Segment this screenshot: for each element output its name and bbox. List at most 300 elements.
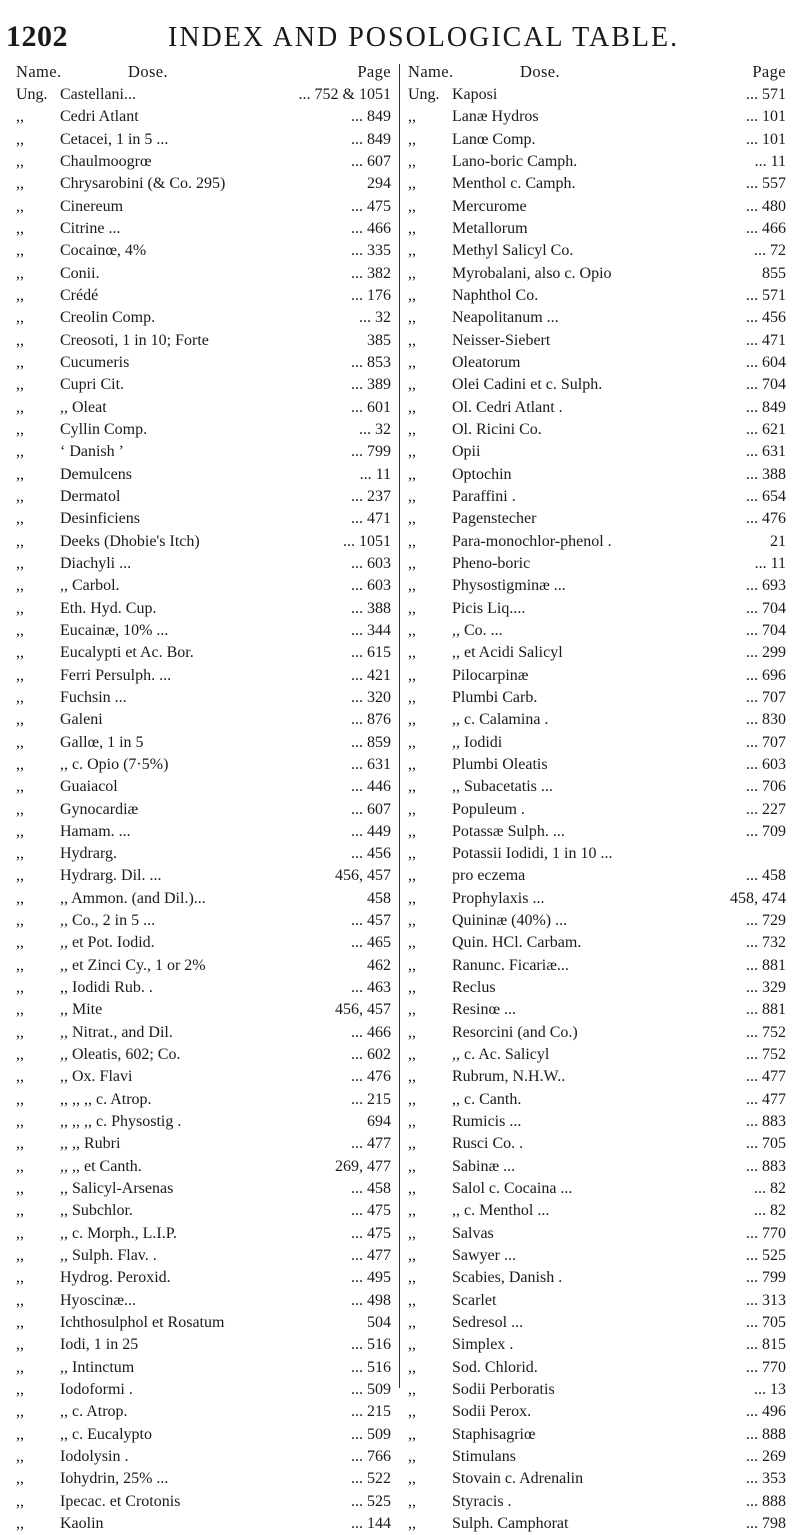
entry-prefix: ,,	[408, 934, 416, 952]
entry-prefix: ,,	[16, 376, 24, 394]
index-entry	[408, 464, 786, 486]
entry-prefix: ,,	[16, 666, 24, 684]
index-entry	[16, 397, 391, 419]
entry-page: ... 732	[746, 934, 786, 952]
entry-prefix: ,,	[408, 666, 416, 684]
index-entry	[16, 776, 391, 798]
entry-name: Quin. HCl. Carbam.	[452, 934, 582, 952]
entry-name: pro eczema	[452, 867, 526, 885]
entry-name: Iodi, 1 in 25	[60, 1336, 139, 1354]
entry-name: Eucainæ, 10% ...	[60, 621, 169, 639]
entry-page: ... 859	[351, 733, 391, 751]
entry-page: ... 631	[351, 755, 391, 773]
index-entry	[16, 1290, 391, 1312]
entry-page: ... 704	[746, 621, 786, 639]
index-entry	[16, 1156, 391, 1178]
entry-name: Lanæ Hydros	[452, 108, 539, 126]
entry-name: ,, Nitrat., and Dil.	[60, 1023, 173, 1041]
entry-prefix: ,,	[408, 487, 416, 505]
entry-page: ... 876	[351, 711, 391, 729]
entry-page: ... 329	[746, 979, 786, 997]
entry-page: ... 477	[351, 1247, 391, 1265]
entry-page: ... 299	[746, 644, 786, 662]
entry-name: Chaulmoogrœ	[60, 152, 152, 170]
entry-prefix: ,,	[16, 1090, 24, 1108]
entry-page: 21	[770, 532, 786, 550]
entry-prefix: ,,	[16, 443, 24, 461]
entry-page: ... 752 & 1051	[298, 86, 391, 103]
entry-prefix: ,,	[408, 1224, 416, 1242]
entry-prefix: ,,	[16, 800, 24, 818]
entry-name: Hamam. ...	[60, 822, 131, 840]
index-entry	[408, 1133, 786, 1155]
entry-name: Oleatorum	[452, 353, 521, 371]
entry-prefix: ,,	[408, 778, 416, 796]
entry-prefix: ,,	[16, 130, 24, 148]
entry-prefix: ,,	[408, 465, 416, 483]
entry-page: ... 693	[746, 577, 786, 595]
entry-page: ... 799	[351, 443, 391, 461]
entry-name: Lano-boric Camph.	[452, 152, 578, 170]
entry-prefix: ,,	[408, 845, 416, 863]
entry-page: 504	[367, 1314, 391, 1332]
entry-prefix: ,,	[408, 577, 416, 595]
entry-page: ... 457	[351, 912, 391, 930]
entry-page: 855	[762, 264, 786, 282]
entry-page: 269, 477	[335, 1157, 391, 1175]
entry-name: ,, et Acidi Salicyl	[452, 644, 563, 662]
entry-page: ... 603	[746, 755, 786, 773]
entry-name: Paraffini .	[452, 487, 516, 505]
entry-page: ... 475	[351, 1224, 391, 1242]
entry-page: ... 495	[351, 1269, 391, 1287]
entry-page: ... 883	[746, 1113, 786, 1131]
entry-page: ... 883	[746, 1157, 786, 1175]
entry-page: ... 498	[351, 1291, 391, 1309]
entry-prefix: ,,	[16, 331, 24, 349]
entry-prefix: ,,	[16, 309, 24, 327]
index-entry	[408, 1312, 786, 1334]
entry-prefix: ,,	[408, 1135, 416, 1153]
entry-name: ,, c. Ac. Salicyl	[452, 1046, 550, 1064]
index-entry	[16, 709, 391, 731]
entry-name: Ol. Ricini Co.	[452, 420, 542, 438]
index-entry	[408, 843, 786, 865]
entry-prefix: ,,	[16, 755, 24, 773]
index-entry	[16, 754, 391, 776]
entry-prefix: ,,	[16, 1358, 24, 1376]
entry-page: ... 320	[351, 688, 391, 706]
index-entry	[408, 1468, 786, 1490]
entry-page: ... 446	[351, 778, 391, 796]
entry-name: ,, Sulph. Flav. .	[60, 1247, 157, 1265]
entry-page: ... 389	[351, 376, 391, 394]
entry-name: Galeni	[60, 711, 103, 729]
entry-name: ,, Subacetatis ...	[452, 778, 553, 796]
index-entry	[408, 106, 786, 128]
entry-page: ... 704	[746, 599, 786, 617]
index-entry	[16, 307, 391, 329]
entry-prefix: ,,	[16, 889, 24, 907]
index-entry	[16, 330, 391, 352]
index-entry	[16, 1312, 391, 1334]
index-entry	[16, 910, 391, 932]
entry-page: ... 849	[746, 398, 786, 416]
entry-page: ... 344	[351, 621, 391, 639]
entry-prefix: ,,	[408, 286, 416, 304]
entry-page: ... 475	[351, 1202, 391, 1220]
entry-page: ... 881	[746, 1001, 786, 1019]
index-entry	[16, 620, 391, 642]
entry-prefix: ,,	[408, 152, 416, 170]
entry-prefix: ,,	[16, 956, 24, 974]
entry-prefix: ,,	[408, 889, 416, 907]
entry-page: ... 72	[754, 242, 786, 260]
index-entry	[408, 1022, 786, 1044]
entry-page: ... 571	[746, 86, 786, 103]
index-entry	[408, 1156, 786, 1178]
index-entry	[408, 240, 786, 262]
entry-page: ... 603	[351, 577, 391, 595]
index-entry	[16, 888, 391, 910]
entry-name: Eucalypti et Ac. Bor.	[60, 644, 194, 662]
index-entry	[16, 352, 391, 374]
entry-prefix: ,,	[408, 1269, 416, 1287]
entry-prefix: ,,	[16, 242, 24, 260]
entry-prefix: ,,	[16, 175, 24, 193]
index-entry	[16, 531, 391, 553]
index-entry	[408, 799, 786, 821]
entry-prefix: ,,	[16, 1068, 24, 1086]
entry-name: Stimulans	[452, 1448, 517, 1466]
entry-name: Iohydrin, 25% ...	[60, 1470, 169, 1488]
index-entry	[16, 1401, 391, 1423]
index-entry	[16, 843, 391, 865]
index-entry	[16, 553, 391, 575]
index-entry	[16, 1424, 391, 1446]
entry-name: Hydrarg.	[60, 845, 118, 863]
entry-name: Ranunc. Ficariæ...	[452, 956, 569, 974]
index-entry	[408, 307, 786, 329]
index-entry	[16, 977, 391, 999]
index-entry	[16, 285, 391, 307]
index-entry	[16, 1379, 391, 1401]
entry-name: ,, Co., 2 in 5 ...	[60, 912, 156, 930]
entry-prefix: ,,	[16, 398, 24, 416]
entry-page: ... 335	[351, 242, 391, 260]
index-entry	[408, 642, 786, 664]
index-entry	[16, 1357, 391, 1379]
entry-name: Optochin	[452, 465, 512, 483]
entry-name: Staphisagriœ	[452, 1425, 536, 1443]
entry-prefix: ,,	[16, 688, 24, 706]
entry-page: ... 601	[351, 398, 391, 416]
entry-prefix: ,,	[16, 1269, 24, 1287]
entry-prefix: ,,	[408, 1291, 416, 1309]
entry-name: Rubrum, N.H.W..	[452, 1068, 566, 1086]
entry-name: Sod. Chlorid.	[452, 1358, 538, 1376]
entry-name: ,, Salicyl-Arsenas	[60, 1180, 174, 1198]
entry-page: ... 101	[746, 130, 786, 148]
entry-page: ... 602	[351, 1046, 391, 1064]
entry-prefix: ,,	[408, 443, 416, 461]
entry-name: Desinficiens	[60, 510, 140, 528]
entry-prefix: ,,	[408, 1515, 416, 1532]
entry-prefix: ,,	[408, 912, 416, 930]
entry-page: ... 215	[351, 1403, 391, 1421]
entry-name: Potassii Iodidi, 1 in 10 ...	[452, 845, 613, 863]
entry-name: ,, c. Canth.	[452, 1090, 522, 1108]
entry-name: ,, ,, et Canth.	[60, 1157, 142, 1175]
entry-prefix: ,,	[408, 264, 416, 282]
entry-page: ... 571	[746, 286, 786, 304]
entry-name: Iodoformi .	[60, 1381, 133, 1399]
entry-prefix: ,,	[16, 912, 24, 930]
entry-page: ... 830	[746, 711, 786, 729]
index-entry	[408, 1044, 786, 1066]
index-entry	[16, 575, 391, 597]
index-entry	[408, 1223, 786, 1245]
index-entry	[16, 84, 391, 106]
entry-name: Resorcini (and Co.)	[452, 1023, 578, 1041]
entry-prefix: ,,	[408, 1157, 416, 1175]
entry-page: ... 11	[754, 152, 786, 170]
entry-page: ... 706	[746, 778, 786, 796]
entry-name: Prophylaxis ...	[452, 889, 545, 907]
entry-prefix: ,,	[408, 733, 416, 751]
entry-page: ... 798	[746, 1515, 786, 1532]
entry-page: ... 421	[351, 666, 391, 684]
entry-page: ... 269	[746, 1448, 786, 1466]
index-entry	[408, 151, 786, 173]
entry-prefix: ,,	[408, 353, 416, 371]
entry-page: ... 509	[351, 1381, 391, 1399]
entry-page: ... 853	[351, 353, 391, 371]
entry-prefix: ,,	[408, 1314, 416, 1332]
column-header	[408, 62, 786, 84]
index-entry	[408, 732, 786, 754]
column-divider	[399, 64, 400, 1388]
entry-name: ,, Co. ...	[452, 621, 503, 639]
entry-name: ‘ Danish ’	[60, 443, 124, 461]
entry-page: ... 466	[351, 219, 391, 237]
entry-page: ... 705	[746, 1135, 786, 1153]
index-entry	[408, 888, 786, 910]
index-entry	[408, 709, 786, 731]
entry-name: ,, c. Calamina .	[452, 711, 549, 729]
entry-name: Creolin Comp.	[60, 309, 156, 327]
entry-name: ,, Iodidi	[452, 733, 503, 751]
entry-prefix: ,,	[408, 1247, 416, 1265]
entry-prefix: ,,	[408, 1068, 416, 1086]
entry-prefix: ,,	[16, 1180, 24, 1198]
entry-page: ... 237	[351, 487, 391, 505]
header-dose: Dose.	[128, 62, 169, 81]
header-dose: Dose.	[520, 62, 561, 81]
entry-page: ... 888	[746, 1425, 786, 1443]
entry-prefix: ,,	[16, 934, 24, 952]
index-entry	[408, 330, 786, 352]
entry-page: ... 516	[351, 1358, 391, 1376]
index-entry	[408, 285, 786, 307]
entry-name: Cocainœ, 4%	[60, 242, 147, 260]
entry-prefix: ,,	[16, 845, 24, 863]
index-entry	[408, 665, 786, 687]
index-entry	[408, 1200, 786, 1222]
entry-prefix: ,,	[408, 867, 416, 885]
entry-prefix: ,,	[408, 197, 416, 215]
entry-name: Metallorum	[452, 219, 528, 237]
entry-name: Sodii Perboratis	[452, 1381, 555, 1399]
entry-page: ... 770	[746, 1224, 786, 1242]
entry-prefix: ,,	[408, 644, 416, 662]
entry-prefix: ,,	[408, 1023, 416, 1041]
index-entry	[408, 263, 786, 285]
entry-prefix: ,,	[16, 1403, 24, 1421]
index-entry	[16, 151, 391, 173]
index-entry	[16, 665, 391, 687]
column-header	[16, 62, 391, 84]
left-column	[16, 62, 391, 1535]
entry-page: ... 654	[746, 487, 786, 505]
index-entry	[16, 263, 391, 285]
entry-name: ,, ,, ,, c. Atrop.	[60, 1090, 152, 1108]
entry-prefix: ,,	[408, 1336, 416, 1354]
entry-name: Populeum .	[452, 800, 525, 818]
entry-name: Guaiacol	[60, 778, 118, 796]
header-page: Page	[357, 62, 391, 81]
entry-prefix: ,,	[408, 376, 416, 394]
index-entry	[16, 374, 391, 396]
entry-prefix: ,,	[16, 219, 24, 237]
index-entry	[408, 598, 786, 620]
entry-prefix: ,,	[16, 1336, 24, 1354]
entry-prefix: ,,	[16, 353, 24, 371]
index-entry	[408, 999, 786, 1021]
entry-page: ... 615	[351, 644, 391, 662]
entry-page: ... 471	[351, 510, 391, 528]
index-entry	[408, 1491, 786, 1513]
index-entry	[408, 620, 786, 642]
entry-page: 385	[367, 331, 391, 349]
entry-page: ... 525	[351, 1492, 391, 1510]
entry-name: ,, c. Atrop.	[60, 1403, 128, 1421]
entry-page: ... 607	[351, 800, 391, 818]
entry-name: Styracis .	[452, 1492, 512, 1510]
index-entry	[16, 196, 391, 218]
entry-page: ... 707	[746, 688, 786, 706]
entry-name: Scabies, Danish .	[452, 1269, 563, 1287]
entry-page: 458, 474	[730, 889, 786, 907]
index-entry	[408, 508, 786, 530]
entry-name: Sodii Perox.	[452, 1403, 532, 1421]
entry-name: Cucumeris	[60, 353, 130, 371]
entry-page: ... 709	[746, 822, 786, 840]
entry-prefix: ,,	[408, 1381, 416, 1399]
entry-prefix: ,,	[16, 644, 24, 662]
entry-prefix: ,,	[408, 1090, 416, 1108]
entry-page: ... 313	[746, 1291, 786, 1309]
entry-page: ... 475	[351, 197, 391, 215]
entry-prefix: ,,	[408, 599, 416, 617]
entry-prefix: ,,	[408, 242, 416, 260]
index-entry	[16, 1245, 391, 1267]
entry-name: Naphthol Co.	[452, 286, 539, 304]
entry-page: ... 382	[351, 264, 391, 282]
entry-page: ... 631	[746, 443, 786, 461]
entry-name: Citrine ...	[60, 219, 121, 237]
index-entry	[16, 1446, 391, 1468]
entry-prefix: ,,	[16, 554, 24, 572]
entry-prefix: ,,	[408, 1403, 416, 1421]
index-entry	[408, 754, 786, 776]
entry-name: Simplex .	[452, 1336, 514, 1354]
entry-name: ,, c. Morph., L.I.P.	[60, 1224, 177, 1242]
index-entry	[408, 910, 786, 932]
entry-page: ... 32	[359, 309, 391, 327]
index-entry	[16, 106, 391, 128]
entry-prefix: ,,	[16, 1023, 24, 1041]
entry-page: ... 477	[746, 1068, 786, 1086]
entry-name: Reclus	[452, 979, 496, 997]
entry-page: ... 557	[746, 175, 786, 193]
index-entry	[16, 1334, 391, 1356]
index-entry	[16, 1133, 391, 1155]
index-entry	[408, 352, 786, 374]
index-entry	[16, 955, 391, 977]
entry-page: 294	[367, 175, 391, 193]
entry-name: Rusci Co. .	[452, 1135, 524, 1153]
entry-page: ... 11	[359, 465, 391, 483]
entry-name: Mercurome	[452, 197, 527, 215]
entry-prefix: ,,	[408, 711, 416, 729]
entry-page: ... 509	[351, 1425, 391, 1443]
entry-prefix: ,,	[408, 1448, 416, 1466]
entry-name: Deeks (Dhobie's Itch)	[60, 532, 200, 550]
entry-name: Cupri Cit.	[60, 376, 125, 394]
index-entry	[408, 1401, 786, 1423]
entry-prefix: ,,	[408, 1046, 416, 1064]
page-number: 1202	[6, 20, 68, 53]
index-entry	[16, 1513, 391, 1535]
index-entry	[16, 1468, 391, 1490]
entry-name: Hydrarg. Dil. ...	[60, 867, 162, 885]
index-entry	[16, 1044, 391, 1066]
entry-prefix: ,,	[16, 577, 24, 595]
entry-prefix: ,,	[16, 599, 24, 617]
entry-prefix: ,,	[16, 867, 24, 885]
entry-page: ... 458	[351, 1180, 391, 1198]
entry-prefix: ,,	[16, 1247, 24, 1265]
index-entry	[16, 598, 391, 620]
entry-name: Creosoti, 1 in 10; Forte	[60, 331, 209, 349]
entry-page: ... 144	[351, 1515, 391, 1532]
entry-prefix: ,,	[408, 1470, 416, 1488]
entry-prefix: ,,	[16, 108, 24, 126]
entry-page: ... 32	[359, 420, 391, 438]
entry-name: Castellani...	[60, 86, 136, 103]
entry-name: Pilocarpinæ	[452, 666, 529, 684]
entry-prefix: ,,	[408, 979, 416, 997]
entry-page: ... 696	[746, 666, 786, 684]
index-entry	[408, 955, 786, 977]
entry-prefix: ,,	[16, 465, 24, 483]
index-entry	[16, 732, 391, 754]
entry-page: ... 849	[351, 130, 391, 148]
entry-page: ... 388	[746, 465, 786, 483]
header-page: Page	[752, 62, 786, 81]
entry-name: Diachyli ...	[60, 554, 132, 572]
